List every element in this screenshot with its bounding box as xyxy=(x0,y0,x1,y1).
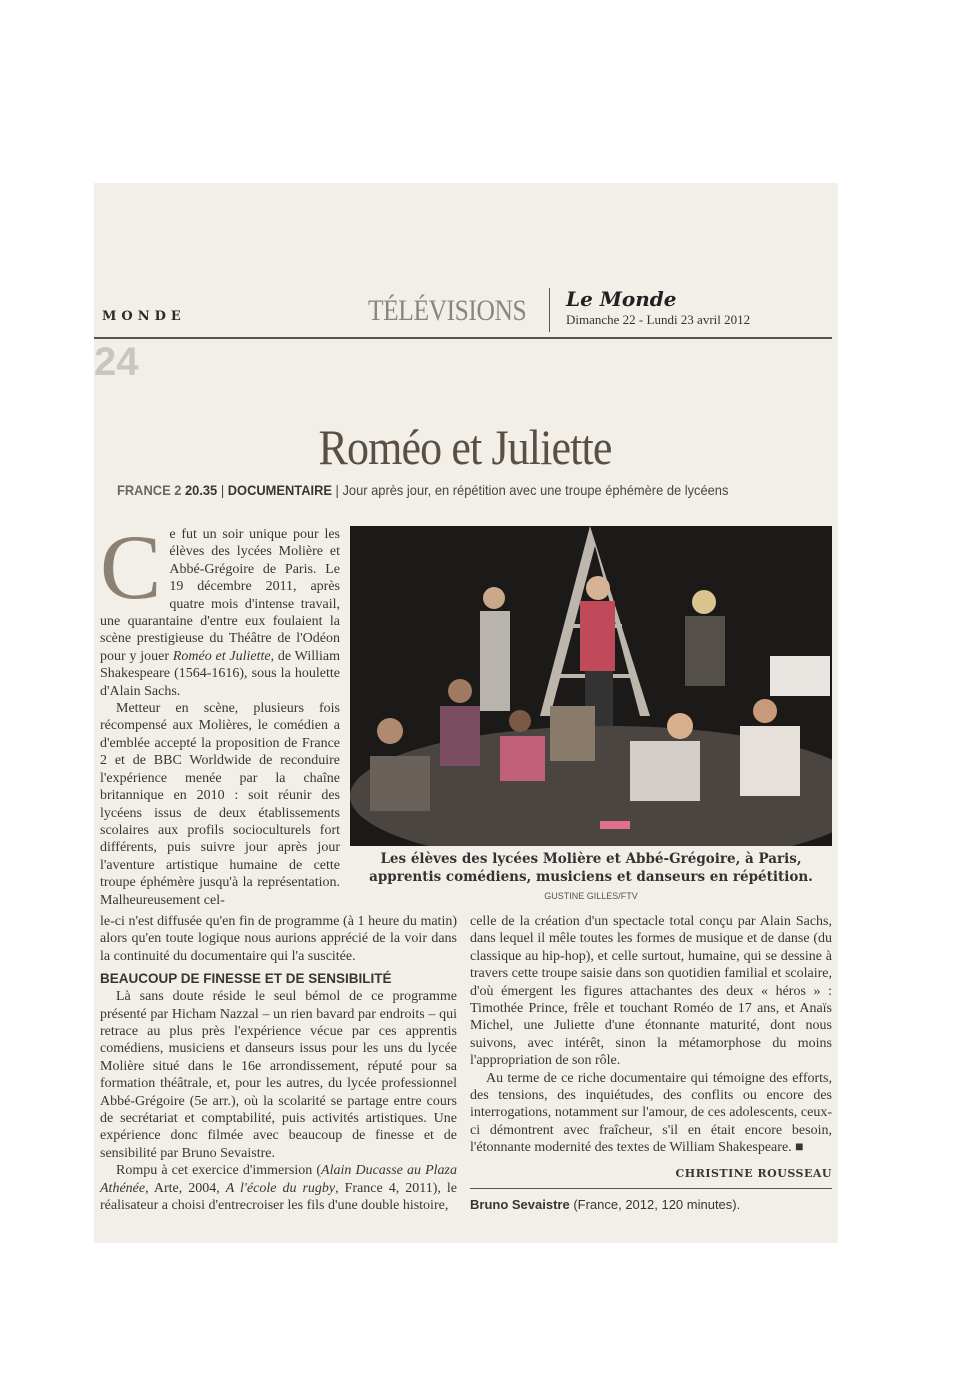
para-4b: celle de la création d'un spectacle total conçu par Alain Sachs, dans lequel il mêle toutes les formes de musique et de danse (du classique au hip-hop), et celle surtout, humaine, qui se dessine à travers cette troupe saisie dans son quotidien familial et scolaire, d'où émergent les figures attachantes des deux « héros » : Timothée Prince, frêle et touchant Roméo de 17 ans, et Anaïs Michel, une Juliette d'une étonnante maturité, dont nous suivons, avec intérêt, sinon la métamorphose du moins l'appropriation de son rôle. xyxy=(470,913,832,1069)
author-byline: CHRISTINE ROUSSEAU xyxy=(675,1166,832,1180)
newspaper-logo: Le Monde xyxy=(566,287,677,311)
para-5: Au terme de ce riche documentaire qui témoigne des efforts, des tensions, des inquiétudes, des conflits ou encore des interrogations, notamment sur l'amour, de ces adolescents, ceux-ci démontrent avec fraîcheur, s'il en était encore besoin, l'étonnante modernité des textes de William Shakespeare. ■ xyxy=(470,1070,832,1156)
subheading: BEAUCOUP DE FINESSE ET DE SENSIBILITÉ xyxy=(100,971,392,987)
photo-block xyxy=(350,526,832,904)
para-4-text: , Arte, 2004, xyxy=(145,1180,226,1196)
article-bottom-row xyxy=(100,913,832,1215)
header-divider xyxy=(549,288,550,332)
section-label-left: MONDE xyxy=(102,309,186,324)
director-name: Bruno Sevaistre xyxy=(470,1196,570,1212)
para-1a: e fut un soir unique pour les élèves des lycées Molière et Abbé-Grégoire de Paris. Le 19 décembre 2011, après quatre mois d'intense travail, une quarantaine d'entre eux foulaient la scène prestigieuse du Théâtre de l'Odéon pour y jouer xyxy=(100,527,340,664)
para-3: Là sans doute réside le seul bémol de ce programme présenté par Hicham Nazzal – un rien bavard par endroits – qui retrace au plus près l'expérience vécue par ces apprentis comédiens, musiciens et danseurs issus pour les uns du lycée Molière situé dans le 16e arrondissement, réputé pour sa formation théâtrale, et, pour les autres, du lycée professionnel Abbé-Grégoire (5e arr.), où la scolarité se partage entre cours de secrétariat et comptabilité, puis activités artistiques. Une expérience donc filmée avec beaucoup de finesse et de sensibilité par Bruno Sevaistre. xyxy=(100,989,457,1161)
article-title: Roméo et Juliette xyxy=(318,419,612,475)
program-credits xyxy=(470,1197,832,1212)
para-2a: Metteur en scène, plusieurs fois récompensé aux Molières, le comédien a d'emblée accepté la proposition de France 2 et de BBC Worldwide de reconduire l'expérience menée par la chaîne britannique en 2010 : soit réunir des lycéens issus de deux établissements scolaires aux profils socioculturels fort différents, puis suivre jour après jour l'aventure artistique humaine de cette troupe éphémère jusqu'à la représentation. Malheureusement cel- xyxy=(100,701,340,908)
para-2b: le-ci n'est diffusée qu'en fin de programme (à 1 heure du matin) alors qu'en toute logique nous aurions apprécié de la voir dans la continuité du documentaire qui l'a suscitée. xyxy=(100,913,457,964)
genre: DOCUMENTAIRE xyxy=(227,482,332,498)
film-title: Alain Ducasse au Plaza Athénée xyxy=(100,1163,458,1196)
section-title: TÉLÉVISIONS xyxy=(368,294,527,327)
article-column-right xyxy=(470,913,832,1215)
article-column-left xyxy=(100,913,457,1215)
article-top-row xyxy=(100,516,832,909)
play-title: Roméo et Juliette xyxy=(172,648,271,664)
para-4a xyxy=(100,1162,457,1214)
photo-caption xyxy=(350,850,832,904)
standfirst-text: Jour après jour, en répétition avec une troupe éphémère de lycéens xyxy=(342,482,729,498)
photo-credit: GUSTINE GILLES/FTV xyxy=(544,891,638,901)
credits-rule xyxy=(470,1188,832,1189)
page-number-fragment: 24 xyxy=(94,340,139,384)
caption-text: Les élèves des lycées Molière et Abbé-Grégoire, à Paris, apprentis comédiens, musiciens et danseurs en répétition. xyxy=(369,851,813,885)
issue-date: Dimanche 22 - Lundi 23 avril 2012 xyxy=(566,312,751,327)
airtime: 20.35 xyxy=(184,482,218,498)
para-4-text: Rompu à cet exercice d'immersion ( xyxy=(116,1163,322,1179)
para-1b: , de William Shakespeare (1564-1616), sous la houlette d'Alain Sachs. xyxy=(100,648,340,699)
program-details: (France, 2012, 120 minutes). xyxy=(569,1196,741,1212)
para-4-text: , France 4, 2011), le réalisateur a choisi d'entrecroiser les fils d'une double histoire, xyxy=(100,1180,457,1214)
article-photo xyxy=(350,526,832,846)
header-rule xyxy=(94,337,832,339)
film-title: A l'école du rugby xyxy=(225,1180,336,1196)
channel: FRANCE 2 xyxy=(117,482,182,498)
rehearsal-photo-illustration xyxy=(350,526,832,846)
drop-cap: C xyxy=(100,516,162,618)
article-column-intro xyxy=(100,516,340,909)
article-body xyxy=(100,516,832,1214)
article-standfirst: FRANCE 2 20.35 | DOCUMENTAIRE | Jour après jour, en répétition avec une troupe éphémère de lycéens xyxy=(117,482,729,498)
